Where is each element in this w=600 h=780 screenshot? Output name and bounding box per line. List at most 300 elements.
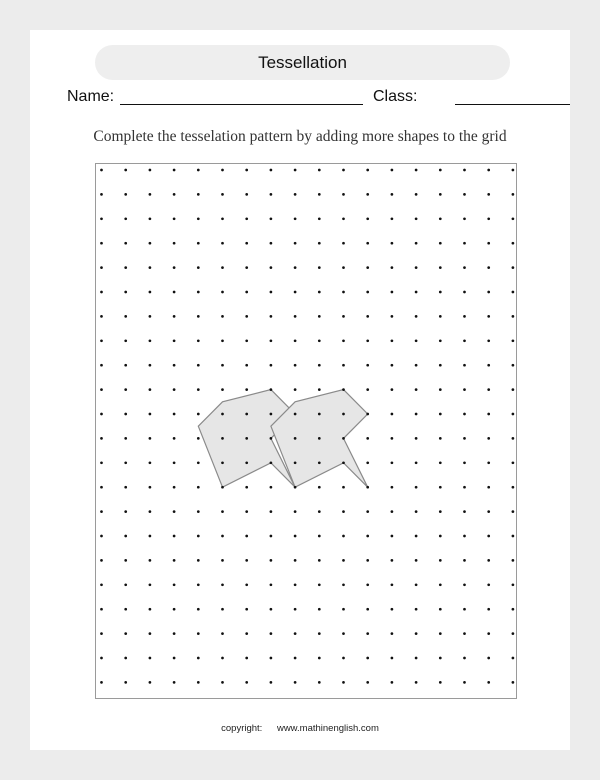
grid-dot <box>487 169 490 172</box>
grid-dot <box>221 461 224 464</box>
grid-dot <box>391 242 394 245</box>
grid-dot <box>366 437 369 440</box>
grid-dot <box>391 535 394 538</box>
grid-dot <box>294 242 297 245</box>
grid-dot <box>124 339 127 342</box>
grid-dot <box>391 364 394 367</box>
grid-dot <box>342 266 345 269</box>
grid-dot <box>197 169 200 172</box>
grid-dot <box>197 217 200 220</box>
worksheet-page <box>30 30 570 750</box>
grid-dot <box>487 535 490 538</box>
grid-dot <box>270 559 273 562</box>
grid-dot <box>318 266 321 269</box>
grid-dot <box>439 315 442 318</box>
grid-dot <box>294 657 297 660</box>
grid-dot <box>294 486 297 489</box>
grid-dot <box>415 486 418 489</box>
grid-dot <box>149 510 152 513</box>
grid-dot <box>173 217 176 220</box>
class-label: Class: <box>373 88 418 105</box>
grid-dot <box>463 510 466 513</box>
grid-dot <box>366 169 369 172</box>
grid-dot <box>124 242 127 245</box>
name-class-row <box>67 88 537 110</box>
grid-dot <box>124 461 127 464</box>
grid-dot <box>512 583 515 586</box>
grid-dot <box>318 583 321 586</box>
grid-dot <box>391 461 394 464</box>
grid-dot <box>149 193 152 196</box>
grid-dot <box>512 461 515 464</box>
grid-dot <box>439 510 442 513</box>
grid-dot <box>342 681 345 684</box>
grid-dot <box>294 315 297 318</box>
grid-dot <box>124 266 127 269</box>
grid-dot <box>100 608 103 611</box>
grid-dot <box>245 169 248 172</box>
grid-dot <box>487 657 490 660</box>
grid-dot <box>439 486 442 489</box>
grid-dot <box>366 657 369 660</box>
grid-dot <box>415 461 418 464</box>
grid-dot <box>221 217 224 220</box>
grid-dot <box>221 608 224 611</box>
grid-dot <box>100 559 103 562</box>
grid-dot <box>124 583 127 586</box>
grid-dot <box>342 535 345 538</box>
grid-dot <box>270 657 273 660</box>
grid-dot <box>124 510 127 513</box>
grid-dot <box>149 266 152 269</box>
grid-dot <box>342 413 345 416</box>
grid-dot <box>487 510 490 513</box>
grid-dot <box>221 486 224 489</box>
grid-dot <box>294 217 297 220</box>
grid-dot <box>342 242 345 245</box>
grid-dot <box>487 437 490 440</box>
grid-dot <box>439 437 442 440</box>
grid-dot <box>221 388 224 391</box>
grid-dot <box>391 657 394 660</box>
grid-dot <box>197 266 200 269</box>
grid-dot <box>294 193 297 196</box>
grid-dot <box>100 535 103 538</box>
grid-dot <box>415 364 418 367</box>
grid-dot <box>245 193 248 196</box>
grid-dot <box>463 388 466 391</box>
grid-dot <box>100 291 103 294</box>
grid-dot <box>294 364 297 367</box>
grid-dot <box>270 632 273 635</box>
grid-dot <box>270 535 273 538</box>
grid-dot <box>173 535 176 538</box>
grid-dot <box>415 291 418 294</box>
grid-dot <box>463 242 466 245</box>
grid-dot <box>487 388 490 391</box>
grid-dot <box>270 510 273 513</box>
grid-dot <box>487 583 490 586</box>
grid-dot <box>173 242 176 245</box>
grid-dot <box>124 657 127 660</box>
grid-dot <box>294 535 297 538</box>
grid-dot <box>100 657 103 660</box>
grid-dot <box>463 364 466 367</box>
grid-dot <box>415 169 418 172</box>
grid-dot <box>463 461 466 464</box>
grid-dot <box>439 413 442 416</box>
grid-dot <box>245 632 248 635</box>
grid-dot <box>512 266 515 269</box>
grid-dot <box>221 315 224 318</box>
grid-dot <box>366 388 369 391</box>
grid-dot <box>173 413 176 416</box>
grid-dot <box>270 486 273 489</box>
grid-dot <box>415 681 418 684</box>
grid-dot <box>318 242 321 245</box>
grid-dot <box>221 681 224 684</box>
grid-dot <box>149 339 152 342</box>
grid-dot <box>294 339 297 342</box>
grid-dot <box>439 364 442 367</box>
grid-dot <box>245 242 248 245</box>
grid-dot <box>512 510 515 513</box>
grid-dot <box>173 486 176 489</box>
grid-dot <box>391 632 394 635</box>
grid-dot <box>318 681 321 684</box>
grid-dot <box>318 193 321 196</box>
grid-dot <box>294 388 297 391</box>
grid-dot <box>197 632 200 635</box>
grid-dot <box>100 486 103 489</box>
grid-dot <box>197 193 200 196</box>
grid-dot <box>366 364 369 367</box>
grid-dot <box>270 388 273 391</box>
grid-dot <box>391 559 394 562</box>
grid-dot <box>318 413 321 416</box>
grid-dot <box>270 266 273 269</box>
grid-dot <box>124 486 127 489</box>
copyright-label: copyright: <box>221 723 263 734</box>
grid-dot <box>245 437 248 440</box>
grid-dot <box>439 681 442 684</box>
copyright-site: www.mathinenglish.com <box>276 723 379 734</box>
grid-dot <box>173 461 176 464</box>
grid-dot <box>149 535 152 538</box>
grid-dot <box>391 217 394 220</box>
grid-dot <box>342 291 345 294</box>
grid-dot <box>512 169 515 172</box>
grid-dot <box>221 193 224 196</box>
grid-dot <box>124 632 127 635</box>
grid-dot <box>463 291 466 294</box>
grid-dot <box>124 535 127 538</box>
instruction-text: Complete the tesselation pattern by adding more shapes to the grid <box>93 128 507 145</box>
grid-dot <box>294 169 297 172</box>
grid-dot <box>197 559 200 562</box>
grid-dot <box>463 535 466 538</box>
grid-dot <box>100 437 103 440</box>
grid-dot <box>173 169 176 172</box>
grid-dot <box>124 437 127 440</box>
grid-dot <box>173 388 176 391</box>
grid-dot <box>439 291 442 294</box>
grid-dot <box>173 364 176 367</box>
grid-dot <box>100 413 103 416</box>
grid-dot <box>415 339 418 342</box>
grid-dot <box>415 535 418 538</box>
grid-dot <box>149 388 152 391</box>
grid-dot <box>415 583 418 586</box>
grid-dot <box>463 193 466 196</box>
grid-dot <box>366 583 369 586</box>
grid-dot <box>270 169 273 172</box>
grid-dot <box>487 608 490 611</box>
grid-dot <box>100 461 103 464</box>
grid-dot <box>463 266 466 269</box>
grid-dot <box>173 291 176 294</box>
grid-dot <box>391 388 394 391</box>
grid-dot <box>487 461 490 464</box>
grid-dot <box>487 681 490 684</box>
grid-dot <box>487 339 490 342</box>
grid-dot <box>512 608 515 611</box>
grid-dot <box>512 339 515 342</box>
grid-dot <box>100 681 103 684</box>
grid-dot <box>439 266 442 269</box>
grid-dot <box>366 486 369 489</box>
grid-dot <box>512 632 515 635</box>
grid-dot <box>512 681 515 684</box>
grid-dot <box>318 461 321 464</box>
grid-dot <box>318 535 321 538</box>
grid-dot <box>415 242 418 245</box>
grid-dot <box>270 242 273 245</box>
grid-dot <box>439 217 442 220</box>
grid-dot <box>124 169 127 172</box>
grid-dot <box>318 169 321 172</box>
grid-dot <box>318 339 321 342</box>
grid-dot <box>463 315 466 318</box>
grid-dot <box>415 608 418 611</box>
grid-dot <box>415 559 418 562</box>
grid-dot <box>124 413 127 416</box>
grid-dot <box>124 217 127 220</box>
grid-dot <box>270 608 273 611</box>
grid-dot <box>197 315 200 318</box>
grid-dot <box>342 657 345 660</box>
grid-dot <box>221 535 224 538</box>
grid-dot <box>463 339 466 342</box>
grid-dot <box>173 583 176 586</box>
grid-dot <box>391 339 394 342</box>
grid-dot <box>124 681 127 684</box>
grid-dot <box>366 608 369 611</box>
grid-dot <box>173 608 176 611</box>
grid-dot <box>487 364 490 367</box>
grid-dot <box>318 632 321 635</box>
grid-dot <box>463 681 466 684</box>
grid-dot <box>245 388 248 391</box>
grid-dot <box>197 242 200 245</box>
grid-dot <box>173 681 176 684</box>
grid-dot <box>245 461 248 464</box>
grid-dot <box>342 461 345 464</box>
grid-dot <box>463 657 466 660</box>
grid-dot <box>342 608 345 611</box>
grid-dot <box>270 339 273 342</box>
grid-dot <box>270 291 273 294</box>
grid-dot <box>173 315 176 318</box>
grid-dot <box>245 535 248 538</box>
grid-dot <box>221 266 224 269</box>
grid-dot <box>391 437 394 440</box>
grid-dot <box>149 364 152 367</box>
grid-dot <box>197 608 200 611</box>
grid-dot <box>366 291 369 294</box>
grid-dot <box>294 608 297 611</box>
grid-dot <box>270 193 273 196</box>
dot-grid-frame[interactable] <box>95 163 517 699</box>
grid-dot <box>366 339 369 342</box>
grid-dot <box>391 169 394 172</box>
grid-dot <box>512 559 515 562</box>
grid-dot <box>342 388 345 391</box>
grid-dot <box>245 657 248 660</box>
grid-dot <box>487 266 490 269</box>
grid-dot <box>487 242 490 245</box>
grid-dot <box>100 169 103 172</box>
grid-dot <box>342 364 345 367</box>
grid-dot <box>318 315 321 318</box>
grid-dot <box>463 608 466 611</box>
grid-dot <box>366 266 369 269</box>
grid-dot <box>366 559 369 562</box>
grid-dot <box>294 510 297 513</box>
grid-dot <box>512 413 515 416</box>
grid-dot <box>197 364 200 367</box>
grid-dot <box>100 632 103 635</box>
grid-dot <box>149 461 152 464</box>
grid-dot <box>342 315 345 318</box>
grid-dot <box>270 461 273 464</box>
grid-dot <box>245 559 248 562</box>
worksheet-title-text: Tessellation <box>258 52 347 72</box>
name-answer-line[interactable] <box>120 104 363 105</box>
grid-dot <box>124 559 127 562</box>
grid-dot <box>487 486 490 489</box>
grid-dot <box>512 242 515 245</box>
grid-dot <box>294 437 297 440</box>
grid-dot <box>512 437 515 440</box>
grid-dot <box>318 608 321 611</box>
grid-dot <box>221 291 224 294</box>
grid-dot <box>149 291 152 294</box>
grid-dot <box>366 217 369 220</box>
grid-dot <box>342 217 345 220</box>
grid-dot <box>487 559 490 562</box>
grid-dot <box>318 217 321 220</box>
grid-dot <box>221 437 224 440</box>
grid-dot <box>342 632 345 635</box>
grid-dot <box>197 461 200 464</box>
grid-dot <box>245 266 248 269</box>
grid-dot <box>124 388 127 391</box>
grid-dot <box>463 583 466 586</box>
name-label: Name: <box>67 88 115 105</box>
grid-dot <box>391 608 394 611</box>
grid-dot <box>366 193 369 196</box>
grid-dot <box>366 461 369 464</box>
grid-dot <box>221 657 224 660</box>
grid-dot <box>100 583 103 586</box>
grid-dot <box>173 266 176 269</box>
grid-dot <box>100 364 103 367</box>
grid-dot <box>294 291 297 294</box>
grid-dot <box>124 291 127 294</box>
grid-dot <box>318 510 321 513</box>
grid-dot <box>197 681 200 684</box>
grid-dot <box>245 364 248 367</box>
grid-dot <box>391 681 394 684</box>
grid-dot <box>173 437 176 440</box>
grid-dot <box>512 193 515 196</box>
grid-dot <box>391 315 394 318</box>
grid-dot <box>221 559 224 562</box>
grid-dot <box>149 437 152 440</box>
grid-dot <box>463 413 466 416</box>
grid-dot <box>512 535 515 538</box>
grid-dot <box>342 193 345 196</box>
grid-dot <box>512 217 515 220</box>
grid-dot <box>512 388 515 391</box>
worksheet-title <box>95 45 510 80</box>
grid-dot <box>124 315 127 318</box>
grid-dot <box>270 364 273 367</box>
grid-dot <box>439 657 442 660</box>
grid-dot <box>318 486 321 489</box>
grid-dot <box>342 339 345 342</box>
grid-dot <box>439 559 442 562</box>
grid-dot <box>318 437 321 440</box>
grid-dot <box>487 413 490 416</box>
grid-dot <box>487 193 490 196</box>
grid-dot <box>512 486 515 489</box>
grid-dot <box>197 535 200 538</box>
grid-dot <box>366 632 369 635</box>
grid-dot <box>197 583 200 586</box>
grid-dot <box>149 217 152 220</box>
class-answer-line[interactable] <box>455 104 570 105</box>
dot-grid <box>96 164 518 700</box>
grid-dot <box>124 364 127 367</box>
grid-dot <box>245 413 248 416</box>
grid-dot <box>270 681 273 684</box>
grid-dot <box>149 559 152 562</box>
grid-dot <box>221 510 224 513</box>
grid-dot <box>294 583 297 586</box>
grid-dot <box>391 510 394 513</box>
grid-dot <box>342 486 345 489</box>
grid-dot <box>391 583 394 586</box>
grid-dot <box>100 510 103 513</box>
grid-dot <box>512 315 515 318</box>
grid-dot <box>197 291 200 294</box>
grid-dot <box>366 413 369 416</box>
grid-dot <box>415 315 418 318</box>
grid-dot <box>415 510 418 513</box>
grid-dot <box>366 315 369 318</box>
